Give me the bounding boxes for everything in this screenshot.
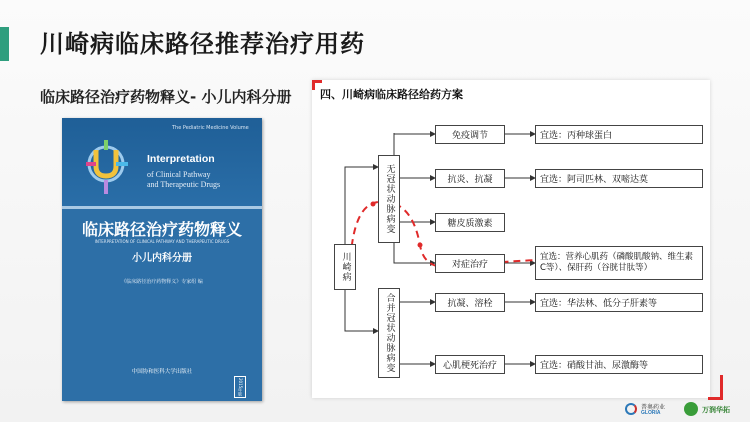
therapy-symptomatic bbox=[435, 254, 505, 273]
book-divider bbox=[62, 206, 262, 209]
corner-marker-top-left-v bbox=[312, 80, 315, 90]
book-en-line3: and Therapeutic Drugs bbox=[147, 180, 221, 189]
book-en-line2: of Clinical Pathway bbox=[147, 170, 211, 179]
therapy-mi-label: 心肌梗死治疗 bbox=[442, 361, 497, 371]
option-anti-inflammation bbox=[535, 169, 703, 188]
option-immune-label: 宜选：丙种球蛋白 bbox=[540, 131, 613, 141]
branch-coronary-lesion bbox=[378, 288, 400, 378]
option-mi bbox=[535, 355, 703, 374]
diagram-card bbox=[312, 80, 710, 398]
book-cover-image bbox=[62, 118, 262, 401]
gloria-logo-icon bbox=[625, 403, 637, 415]
therapy-immune bbox=[435, 125, 505, 144]
branch1-label: 无冠状动脉病变 bbox=[384, 164, 395, 234]
therapy-anticoagulation-label: 抗凝、溶栓 bbox=[447, 299, 493, 309]
option-anticoagulation bbox=[535, 293, 703, 312]
root-label: 川崎病 bbox=[340, 252, 351, 282]
corner-marker-bottom-right-v bbox=[720, 375, 723, 400]
therapy-anti-inflammation-label: 抗炎、抗凝 bbox=[447, 175, 493, 185]
therapy-anti-inflammation bbox=[435, 169, 505, 188]
root-node bbox=[334, 244, 356, 290]
diagram-title: 四、川崎病临床路径给药方案 bbox=[320, 88, 463, 101]
book-en-title: Interpretation bbox=[147, 153, 215, 165]
branch2-label: 合并冠状动脉病变 bbox=[384, 293, 395, 373]
book-year: 2015年版 bbox=[234, 376, 246, 398]
slide-title: 川崎病临床路径推荐治疗用药 bbox=[40, 30, 365, 58]
therapy-steroid-label: 糖皮质激素 bbox=[447, 219, 493, 229]
option-symptomatic bbox=[535, 246, 703, 280]
book-series-text: The Pediatric Medicine Volume bbox=[172, 125, 249, 131]
book-logo-icon bbox=[82, 138, 130, 196]
option-mi-label: 宜选：硝酸甘油、尿激酶等 bbox=[540, 361, 649, 371]
wanrun-logo-icon bbox=[684, 402, 698, 416]
option-anticoagulation-label: 宜选：华法林、低分子肝素等 bbox=[540, 299, 658, 309]
book-editor: 《临床路径治疗药物释义》专家组 编 bbox=[121, 279, 203, 285]
book-cn-title: 临床路径治疗药物释义 bbox=[81, 220, 242, 239]
title-accent-bar bbox=[0, 27, 9, 61]
option-anti-inflammation-label: 宜选：阿司匹林、双嘧达莫 bbox=[540, 175, 649, 185]
book-volume: 小儿内科分册 bbox=[132, 253, 192, 264]
gloria-logo-en: GLORIA bbox=[641, 410, 661, 416]
slide-subtitle: 临床路径治疗药物释义- 小儿内科分册 bbox=[40, 88, 292, 106]
therapy-steroid bbox=[435, 213, 505, 232]
option-symptomatic-label: 宜选：营养心肌药（磷酸肌酸钠、维生素C等）、保肝药（谷胱甘肽等） bbox=[540, 251, 694, 273]
book-publisher: 中国协和医科大学出版社 bbox=[131, 369, 193, 375]
book-en-subtitle: INTERPRETATION OF CLINICAL PATHWAY AND THERAPEUTIC DRUGS bbox=[94, 239, 230, 244]
gloria-logo-cn: 普奥药业 bbox=[641, 404, 666, 411]
branch-no-coronary-lesion bbox=[378, 155, 400, 243]
option-immune bbox=[535, 125, 703, 144]
therapy-symptomatic-label: 对症治疗 bbox=[451, 260, 488, 270]
wanrun-logo-cn: 万润华拓 bbox=[702, 406, 730, 414]
therapy-immune-label: 免疫调节 bbox=[451, 131, 488, 141]
therapy-anticoagulation bbox=[435, 293, 505, 312]
therapy-mi bbox=[435, 355, 505, 374]
